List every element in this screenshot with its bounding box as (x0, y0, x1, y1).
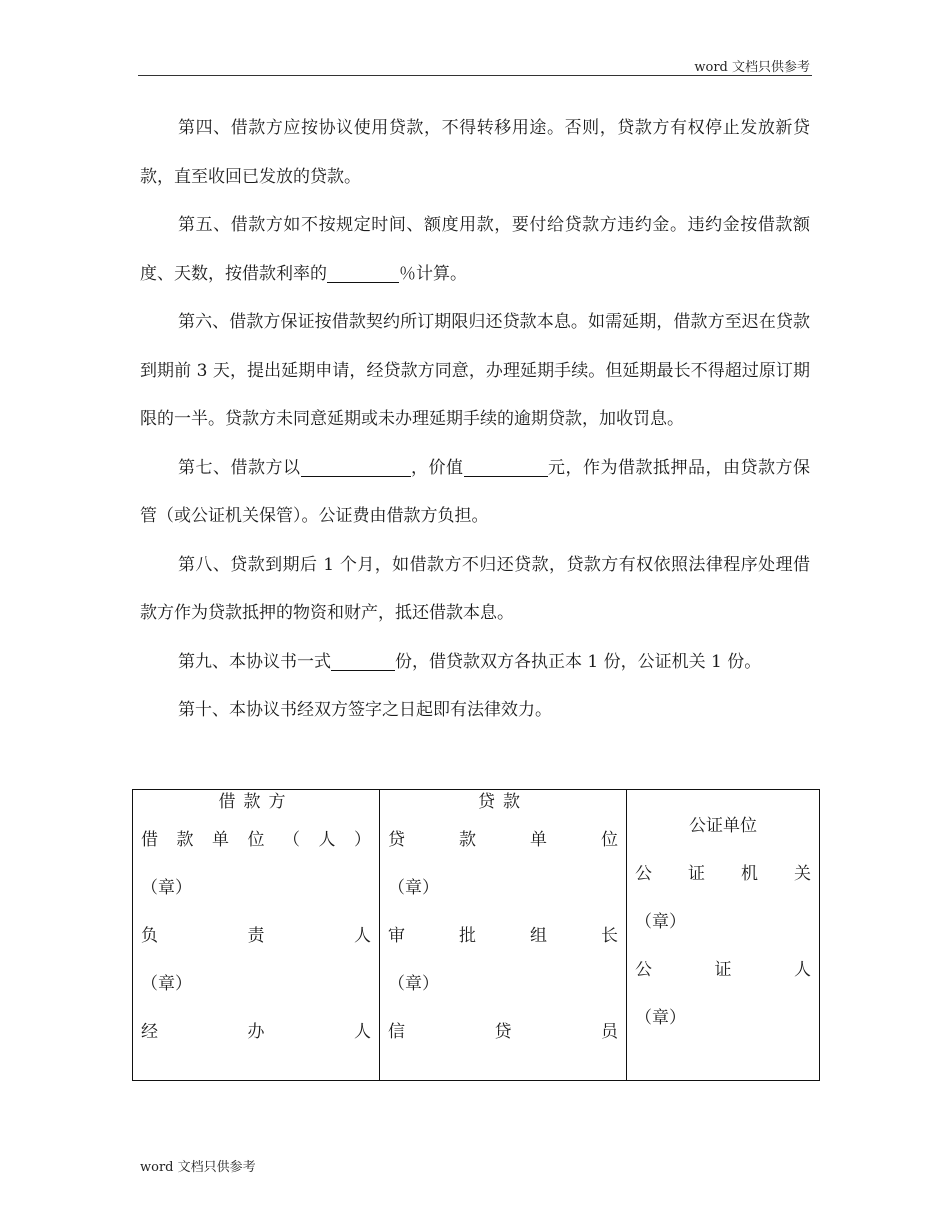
label-char: 人 (318, 830, 336, 850)
borrower-seal-1: （章） (141, 878, 192, 898)
copies-blank[interactable] (331, 652, 395, 671)
clause-5-text: 第五、借款方如不按规定时间、额度用款，要付给贷款方违约金。违约金按借款额度、天数，按借款利率的 (140, 215, 810, 284)
label-char: 单 (212, 830, 229, 850)
label-char: 贷 (388, 830, 405, 850)
label-char: 经 (141, 1022, 158, 1042)
label-char: 关 (794, 864, 811, 884)
clause-9 (140, 638, 810, 687)
label-char: 负 (141, 926, 158, 946)
clause-6: 第六、借款方保证按借款契约所订期限归还贷款本息。如需延期，借款方至迟在贷款到期前 3 天，提出延期申请，经贷款方同意，办理延期手续。但延期最长不得超过原订期限的一半。贷款方未同意延期或未办理延期手续的逾期贷款，加收罚息。 (140, 312, 810, 429)
header-divider (138, 75, 812, 76)
notary-office (635, 862, 811, 910)
clause-7-text: 第七、借款方以 (178, 457, 301, 478)
borrower-principal (141, 924, 371, 972)
borrower-unit (141, 828, 371, 876)
collateral-blank[interactable] (301, 458, 411, 477)
label-char: 公 (635, 864, 652, 884)
label-char: ） (354, 830, 371, 850)
lender-credit-officer (388, 1020, 618, 1068)
clause-5-tail: ％计算。 (399, 263, 467, 284)
page-footer: word 文档只供参考 (140, 1160, 256, 1175)
clause-7-tail: 元，作为借款抵押品，由贷款方保管（或公证机关保管）。公证费由借款方负担。 (140, 457, 810, 526)
lender-seal-1: （章） (388, 878, 439, 898)
borrower-column (133, 790, 380, 1081)
collateral-value-blank[interactable] (464, 458, 548, 477)
lender-column (380, 790, 627, 1081)
label-char: 贷 (494, 1022, 512, 1042)
clause-7 (140, 444, 810, 541)
notary-seal-1: （章） (635, 912, 686, 932)
notary-column (627, 790, 820, 1081)
label-char: 责 (247, 926, 265, 946)
lender-seal-2: （章） (388, 974, 439, 994)
label-char: 款 (459, 830, 476, 850)
label-char: 借 (141, 830, 158, 850)
label-char: 款 (176, 830, 194, 850)
label-char: 批 (459, 926, 476, 946)
label-char: 单 (530, 830, 547, 850)
borrower-title: 借款方 (218, 792, 294, 812)
lender-approval-leader (388, 924, 618, 972)
contract-body (140, 104, 810, 735)
clause-7-value: ，价值 (410, 457, 464, 478)
label-char: 员 (601, 1022, 618, 1042)
label-char: 机 (741, 864, 758, 884)
notary-title: 公证单位 (689, 816, 757, 836)
clause-8: 第八、贷款到期后 1 个月，如借款方不归还贷款，贷款方有权依照法律程序处理借款方作为贷款抵押的物资和财产，抵还借款本息。 (140, 554, 810, 623)
label-char: （ (283, 830, 300, 850)
label-char: 位 (247, 830, 265, 850)
label-char: 公 (635, 960, 652, 980)
label-char: 审 (388, 926, 405, 946)
clause-4: 第四、借款方应按协议使用贷款，不得转移用途。否则，贷款方有权停止发放新贷款，直至收回已发放的贷款。 (140, 118, 810, 187)
label-char: 证 (688, 864, 705, 884)
lender-unit (388, 828, 618, 876)
clause-9-tail: 份，借贷款双方各执正本 1 份，公证机关 1 份。 (395, 651, 762, 672)
clause-10: 第十、本协议书经双方签字之日起即有法律效力。 (178, 700, 552, 720)
label-char: 人 (354, 926, 371, 946)
label-char: 位 (601, 830, 618, 850)
borrower-handler (141, 1020, 371, 1068)
interest-rate-blank[interactable] (327, 264, 399, 283)
label-char: 办 (247, 1022, 265, 1042)
lender-title: 贷款 (478, 792, 528, 812)
label-char: 信 (388, 1022, 405, 1042)
notary-person (635, 958, 811, 1006)
label-char: 人 (794, 960, 811, 980)
clause-5 (140, 201, 810, 298)
borrower-seal-2: （章） (141, 974, 192, 994)
page-header: word 文档只供参考 (694, 60, 810, 75)
label-char: 证 (714, 960, 732, 980)
label-char: 组 (530, 926, 547, 946)
notary-seal-2: （章） (635, 1008, 686, 1028)
clause-9-text: 第九、本协议书一式 (178, 651, 331, 672)
label-char: 人 (354, 1022, 371, 1042)
label-char: 长 (601, 926, 618, 946)
signature-table (132, 789, 820, 1081)
